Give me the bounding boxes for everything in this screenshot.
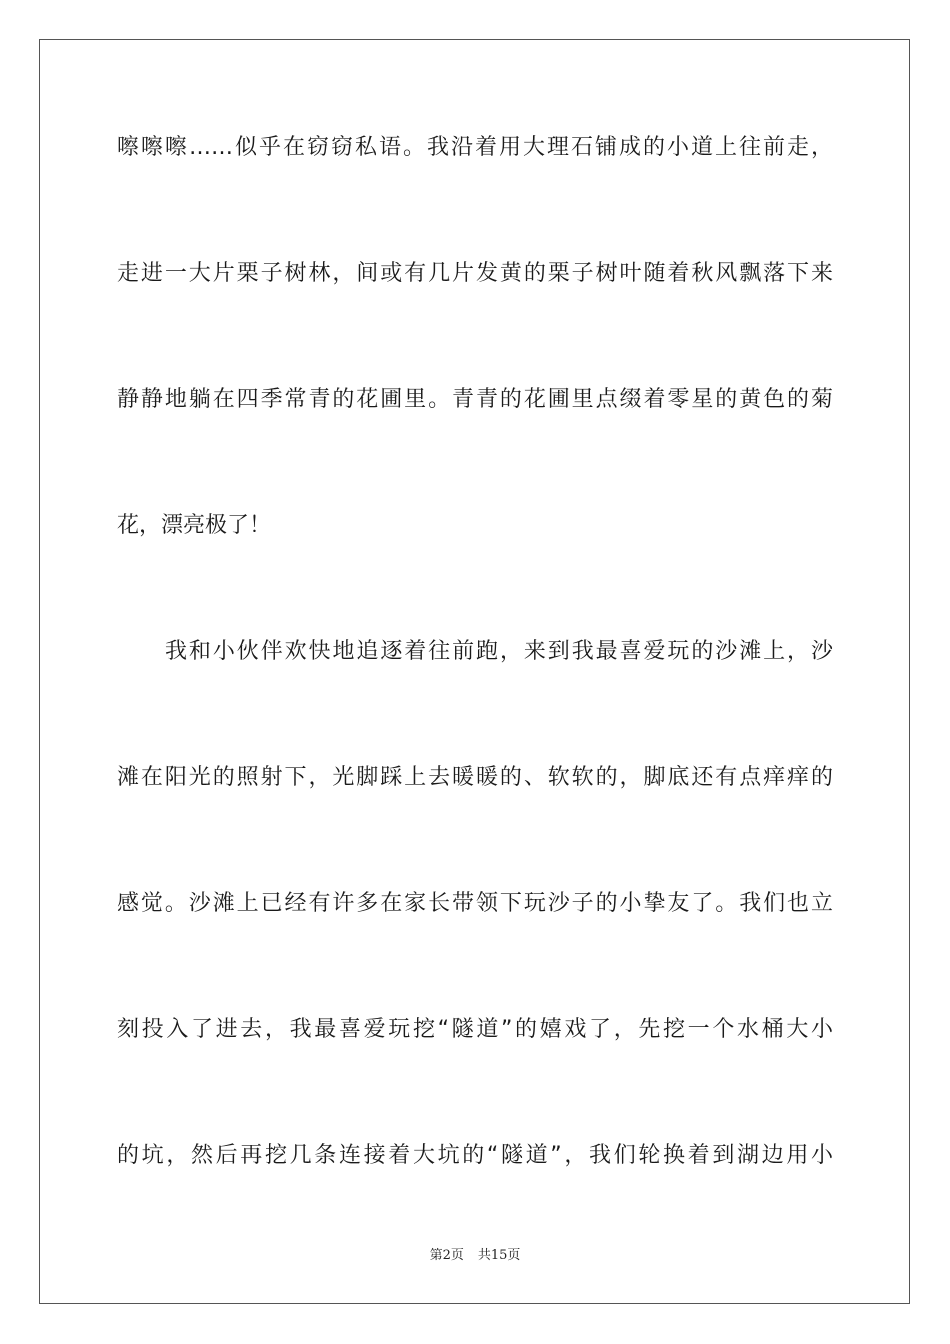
page-total: 共15页: [477, 1248, 521, 1263]
text-line-1: 嚓嚓嚓……似乎在窃窃私语。我沿着用大理石铺成的小道上往前走，: [117, 135, 833, 160]
text-line-6: 滩在阳光的照射下，光脚踩上去暖暖的、软软的，脚底还有点痒痒的: [117, 765, 833, 790]
text-line-4: 花，漂亮极了！: [117, 513, 272, 538]
text-line-7: 感觉。沙滩上已经有许多在家长带领下玩沙子的小挚友了。我们也立: [117, 891, 833, 916]
text-line-2: 走进一大片栗子树林，间或有几片发黄的栗子树叶随着秋风飘落下来: [117, 261, 833, 286]
text-line-5-paragraph-start: 我和小伙伴欢快地追逐着往前跑，来到我最喜爱玩的沙滩上，沙: [165, 639, 833, 664]
page-border: [39, 39, 910, 1304]
text-line-3: 静静地躺在四季常青的花圃里。青青的花圃里点缀着零星的黄色的菊: [117, 387, 833, 412]
text-line-8: 刻投入了进去，我最喜爱玩挖“隧道”的嬉戏了，先挖一个水桶大小: [117, 1017, 833, 1042]
page-footer: [0, 1247, 950, 1265]
page-number: 第2页: [429, 1248, 464, 1263]
text-line-9: 的坑，然后再挖几条连接着大坑的“隧道”，我们轮换着到湖边用小: [117, 1143, 833, 1168]
